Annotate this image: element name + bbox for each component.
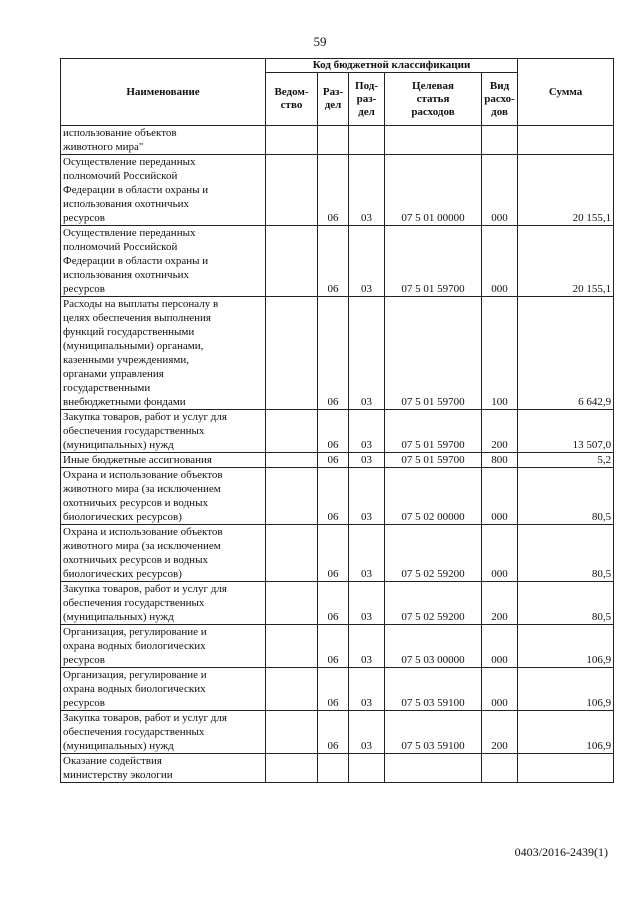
cell-target-article: 07 5 03 00000 bbox=[385, 625, 482, 668]
page-number: 59 bbox=[313, 34, 327, 49]
header-subsection: Под- раз- дел bbox=[349, 73, 385, 126]
cell-sum bbox=[518, 754, 614, 783]
cell-name: Организация, регулирование и охрана водных биологических ресурсов bbox=[61, 668, 266, 711]
cell-subsection bbox=[349, 754, 385, 783]
header-sum: Сумма bbox=[518, 59, 614, 126]
cell-department bbox=[266, 754, 318, 783]
table-body bbox=[61, 126, 614, 783]
cell-department bbox=[266, 155, 318, 226]
cell-sum: 6 642,9 bbox=[518, 297, 614, 410]
header-department: Ведом- ство bbox=[266, 73, 318, 126]
cell-target-article: 07 5 01 59700 bbox=[385, 297, 482, 410]
cell-sum bbox=[518, 126, 614, 155]
cell-sum: 80,5 bbox=[518, 582, 614, 625]
document-code: 0403/2016-2439(1) bbox=[514, 845, 608, 859]
cell-subsection: 03 bbox=[349, 468, 385, 525]
cell-target-article: 07 5 03 59100 bbox=[385, 668, 482, 711]
table-header bbox=[61, 59, 614, 126]
cell-name: Охрана и использование объектов животного мира (за исключением охотничьих ресурсов и водных биологических ресурсов) bbox=[61, 525, 266, 582]
cell-section: 06 bbox=[318, 453, 349, 468]
cell-subsection: 03 bbox=[349, 410, 385, 453]
cell-section bbox=[318, 754, 349, 783]
table-row bbox=[61, 453, 614, 468]
cell-target-article: 07 5 01 59700 bbox=[385, 410, 482, 453]
cell-expense-kind: 000 bbox=[482, 155, 518, 226]
cell-subsection: 03 bbox=[349, 226, 385, 297]
cell-sum: 20 155,1 bbox=[518, 155, 614, 226]
table-row bbox=[61, 525, 614, 582]
cell-section: 06 bbox=[318, 711, 349, 754]
cell-department bbox=[266, 625, 318, 668]
cell-name: Иные бюджетные ассигнования bbox=[61, 453, 266, 468]
cell-section: 06 bbox=[318, 155, 349, 226]
cell-name: Осуществление переданных полномочий Российской Федерации в области охраны и использования охотничьих ресурсов bbox=[61, 226, 266, 297]
cell-section: 06 bbox=[318, 525, 349, 582]
cell-department bbox=[266, 297, 318, 410]
cell-section: 06 bbox=[318, 410, 349, 453]
cell-target-article: 07 5 01 59700 bbox=[385, 453, 482, 468]
cell-subsection: 03 bbox=[349, 582, 385, 625]
cell-target-article: 07 5 01 59700 bbox=[385, 226, 482, 297]
table-row bbox=[61, 410, 614, 453]
table-row bbox=[61, 297, 614, 410]
cell-expense-kind: 000 bbox=[482, 468, 518, 525]
cell-sum: 20 155,1 bbox=[518, 226, 614, 297]
cell-subsection: 03 bbox=[349, 525, 385, 582]
cell-target-article: 07 5 02 00000 bbox=[385, 468, 482, 525]
header-expense-kind: Вид расхо- дов bbox=[482, 73, 518, 126]
cell-section: 06 bbox=[318, 668, 349, 711]
cell-department bbox=[266, 226, 318, 297]
cell-sum: 80,5 bbox=[518, 468, 614, 525]
cell-expense-kind: 200 bbox=[482, 711, 518, 754]
header-target-article: Целевая статья расходов bbox=[385, 73, 482, 126]
cell-sum: 5,2 bbox=[518, 453, 614, 468]
cell-expense-kind: 000 bbox=[482, 525, 518, 582]
table-row bbox=[61, 668, 614, 711]
cell-subsection: 03 bbox=[349, 297, 385, 410]
cell-section: 06 bbox=[318, 582, 349, 625]
header-classification-group: Код бюджетной классификации bbox=[266, 59, 518, 73]
table-row bbox=[61, 155, 614, 226]
cell-subsection: 03 bbox=[349, 711, 385, 754]
cell-expense-kind: 800 bbox=[482, 453, 518, 468]
cell-sum: 80,5 bbox=[518, 525, 614, 582]
budget-table bbox=[60, 58, 614, 783]
cell-target-article bbox=[385, 754, 482, 783]
cell-name: Закупка товаров, работ и услуг для обеспечения государственных (муниципальных) нужд bbox=[61, 711, 266, 754]
cell-name: Осуществление переданных полномочий Российской Федерации в области охраны и использования охотничьих ресурсов bbox=[61, 155, 266, 226]
cell-department bbox=[266, 668, 318, 711]
cell-section bbox=[318, 126, 349, 155]
cell-expense-kind: 000 bbox=[482, 226, 518, 297]
cell-section: 06 bbox=[318, 297, 349, 410]
header-section: Раз- дел bbox=[318, 73, 349, 126]
table-row bbox=[61, 754, 614, 783]
cell-name: Закупка товаров, работ и услуг для обеспечения государственных (муниципальных) нужд bbox=[61, 410, 266, 453]
cell-department bbox=[266, 582, 318, 625]
cell-department bbox=[266, 711, 318, 754]
cell-target-article: 07 5 03 59100 bbox=[385, 711, 482, 754]
cell-target-article bbox=[385, 126, 482, 155]
cell-name: Организация, регулирование и охрана водных биологических ресурсов bbox=[61, 625, 266, 668]
cell-name: Охрана и использование объектов животного мира (за исключением охотничьих ресурсов и водных биологических ресурсов) bbox=[61, 468, 266, 525]
cell-department bbox=[266, 525, 318, 582]
cell-expense-kind bbox=[482, 754, 518, 783]
cell-section: 06 bbox=[318, 226, 349, 297]
cell-expense-kind: 200 bbox=[482, 410, 518, 453]
table-row bbox=[61, 126, 614, 155]
cell-subsection: 03 bbox=[349, 625, 385, 668]
cell-sum: 106,9 bbox=[518, 625, 614, 668]
cell-expense-kind: 000 bbox=[482, 668, 518, 711]
cell-subsection: 03 bbox=[349, 668, 385, 711]
cell-department bbox=[266, 126, 318, 155]
cell-target-article: 07 5 02 59200 bbox=[385, 525, 482, 582]
table-row bbox=[61, 711, 614, 754]
cell-target-article: 07 5 01 00000 bbox=[385, 155, 482, 226]
cell-sum: 13 507,0 bbox=[518, 410, 614, 453]
header-name: Наименование bbox=[61, 59, 266, 126]
table-row bbox=[61, 625, 614, 668]
cell-target-article: 07 5 02 59200 bbox=[385, 582, 482, 625]
cell-name: Закупка товаров, работ и услуг для обеспечения государственных (муниципальных) нужд bbox=[61, 582, 266, 625]
cell-expense-kind bbox=[482, 126, 518, 155]
table-row bbox=[61, 226, 614, 297]
cell-department bbox=[266, 410, 318, 453]
cell-name: использование объектов животного мира" bbox=[61, 126, 266, 155]
cell-subsection: 03 bbox=[349, 155, 385, 226]
cell-subsection: 03 bbox=[349, 453, 385, 468]
cell-department bbox=[266, 453, 318, 468]
table-row bbox=[61, 468, 614, 525]
cell-name: Оказание содействия министерству экологии bbox=[61, 754, 266, 783]
cell-sum: 106,9 bbox=[518, 668, 614, 711]
cell-expense-kind: 000 bbox=[482, 625, 518, 668]
cell-name: Расходы на выплаты персоналу в целях обеспечения выполнения функций государственными (муниципальными) органами, казенными учреждениями, органами управления государственными внебюджетными фондами bbox=[61, 297, 266, 410]
cell-subsection bbox=[349, 126, 385, 155]
cell-expense-kind: 200 bbox=[482, 582, 518, 625]
cell-section: 06 bbox=[318, 625, 349, 668]
cell-section: 06 bbox=[318, 468, 349, 525]
cell-department bbox=[266, 468, 318, 525]
table-row bbox=[61, 582, 614, 625]
cell-expense-kind: 100 bbox=[482, 297, 518, 410]
cell-sum: 106,9 bbox=[518, 711, 614, 754]
